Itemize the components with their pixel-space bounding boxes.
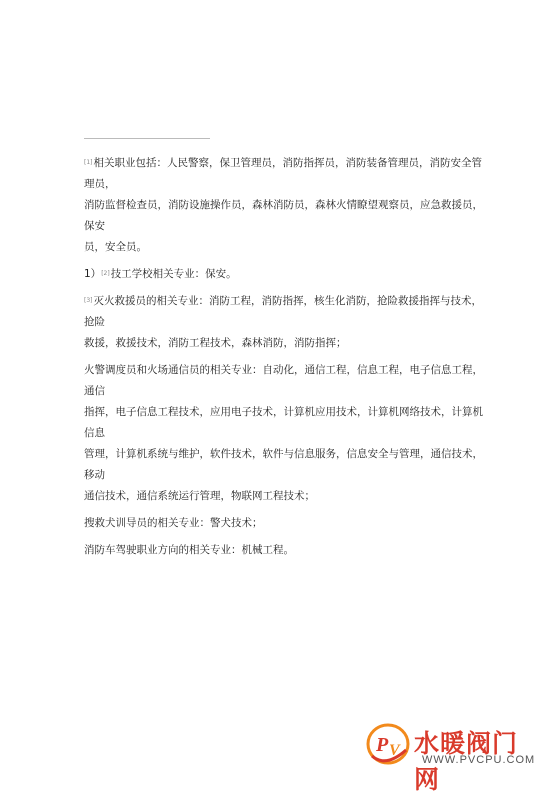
paragraph-fire-truck-driver: [84, 540, 484, 561]
text-line: 通信技术，通信系统运行管理，物联网工程技术；: [84, 490, 315, 502]
text-line: 救援，救援技术，消防工程技术，森林消防，消防指挥；: [84, 337, 347, 349]
paragraph-dispatcher-cont: [84, 402, 484, 444]
watermark-logo-icon: [362, 720, 414, 772]
footnote-divider: [84, 138, 210, 139]
paragraph-dog-trainer: [84, 513, 484, 534]
paragraph-dispatcher: [84, 360, 484, 402]
svg-text:V: V: [389, 742, 400, 759]
paragraph-firefighting-rescue-cont: [84, 333, 484, 354]
svg-text:P: P: [376, 734, 389, 756]
text-line: 灭火救援员的相关专业：消防工程，消防指挥，核生化消防，抢险救援指挥与技术，抢险: [84, 295, 482, 328]
footnote-marker: [2]: [101, 270, 110, 277]
paragraph-related-occupations: [84, 153, 484, 195]
paragraph-firefighting-rescue: [84, 291, 484, 333]
paragraph-dispatcher-cont: [84, 486, 484, 507]
text-line: 搜救犬训导员的相关专业：警犬技术；: [84, 517, 263, 529]
watermark: [362, 720, 542, 794]
text-line: 消防车驾驶职业方向的相关专业：机械工程。: [84, 544, 294, 556]
text-line: 指挥，电子信息工程技术，应用电子技术，计算机应用技术，计算机网络技术，计算机信息: [84, 406, 483, 439]
footnote-marker: [3]: [84, 297, 93, 304]
text-line: 火警调度员和火场通信员的相关专业：自动化，通信工程，信息工程，电子信息工程，通信: [84, 364, 483, 397]
watermark-site-name: 水暖阀门网: [414, 729, 519, 794]
text-line: 消防监督检查员，消防设施操作员，森林消防员，森林火情瞭望观察员，应急救援员，保安: [84, 199, 483, 232]
text-line: 1）[2]技工学校相关专业：保安。: [84, 268, 237, 280]
paragraph-dispatcher-cont: [84, 444, 484, 486]
text-line: 管理，计算机系统与维护，软件技术，软件与信息服务，信息安全与管理，通信技术，移动: [84, 448, 483, 481]
footnote-marker: [1]: [84, 159, 93, 166]
text-line: 员，安全员。: [84, 241, 147, 253]
paragraph-technical-school: [84, 264, 484, 285]
paragraph-related-occupations-cont: [84, 237, 484, 258]
text-line: 相关职业包括：人民警察，保卫管理员，消防指挥员，消防装备管理员，消防安全管理员，: [84, 157, 482, 190]
document-body: [84, 153, 484, 561]
paragraph-related-occupations-cont: [84, 195, 484, 237]
watermark-url: WWW.PVCPU.COM: [422, 754, 536, 766]
